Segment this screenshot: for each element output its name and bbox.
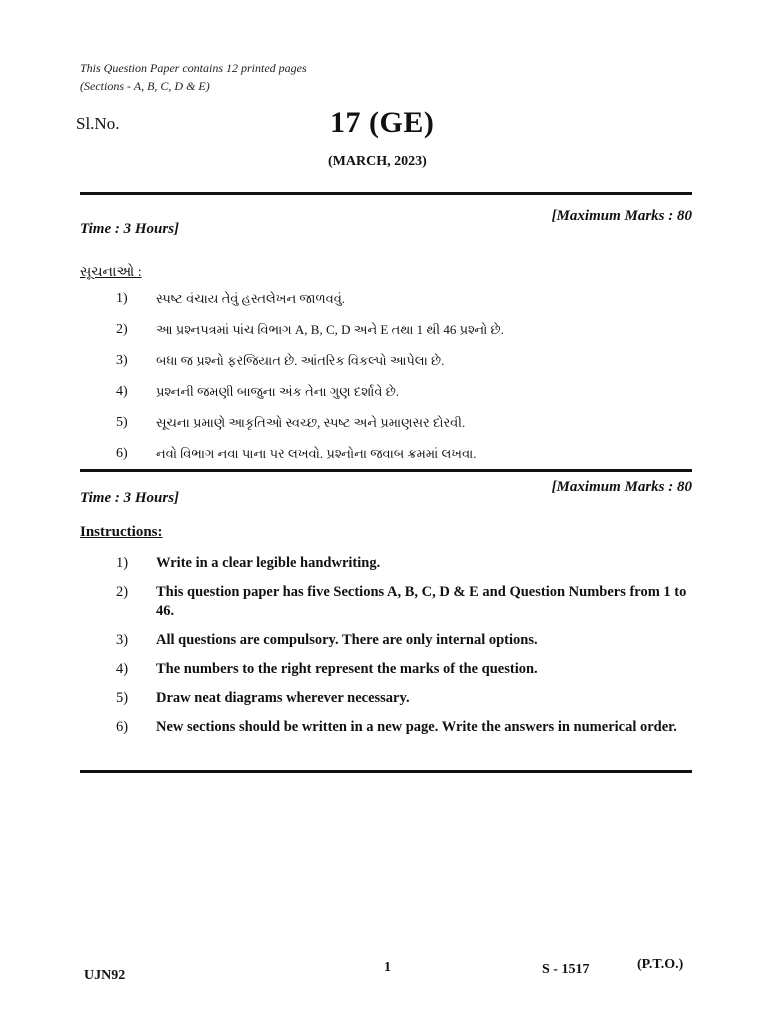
divider xyxy=(80,469,692,472)
divider xyxy=(80,192,692,195)
list-item: 1) સ્પષ્ટ વંચાય તેવું હસ્તલેખન જાળવવું. xyxy=(116,291,346,306)
page-number: 1 xyxy=(384,960,391,975)
list-item: 5) સૂચના પ્રમાણે આકૃતિઓ સ્વચ્છ, સ્પષ્ટ અને પ્રમાણસર દોરવી. xyxy=(116,415,466,430)
list-item: 5) Draw neat diagrams wherever necessary. xyxy=(116,690,410,706)
list-item: 4) પ્રશ્નની જમણી બાજુના અંક તેના ગુણ દર્શાવે છે. xyxy=(116,384,400,399)
pages-note: This Question Paper contains 12 printed pages xyxy=(80,61,307,75)
series-code: S - 1517 xyxy=(542,962,590,977)
exam-date: (MARCH, 2023) xyxy=(328,154,427,169)
list-item: 4) The numbers to the right represent the marks of the question. xyxy=(116,661,538,677)
instructions-heading-english: Instructions: xyxy=(80,524,163,540)
time-label-gujarati: Time : 3 Hours] xyxy=(80,221,180,237)
instructions-heading-gujarati: સૂચનાઓ : xyxy=(80,265,142,280)
time-label-english: Time : 3 Hours] xyxy=(80,490,180,506)
serial-number-label: Sl.No. xyxy=(76,114,120,133)
instructions-list-english xyxy=(116,554,696,747)
list-item: 2) આ પ્રશ્નપત્રમાં પાંચ વિભાગ A, B, C, D અને E તથા 1 થી 46 પ્રશ્નો છે. xyxy=(116,322,504,337)
list-item: 1) Write in a clear legible handwriting. xyxy=(116,555,381,571)
list-item: 3) All questions are compulsory. There are only internal options. xyxy=(116,632,538,648)
max-marks-english: [Maximum Marks : 80 xyxy=(551,479,692,495)
paper-id-code: UJN92 xyxy=(84,968,126,983)
pto-label: (P.T.O.) xyxy=(637,957,684,972)
max-marks-gujarati: [Maximum Marks : 80 xyxy=(551,208,692,224)
list-item: 6) નવો વિભાગ નવા પાના પર લખવો. પ્રશ્નોના જવાબ ક્રમમાં લખવા. xyxy=(116,446,477,461)
list-item: 2) This question paper has five Sections A, B, C, D & E and Question Numbers from 1 to 46. xyxy=(116,584,687,619)
instructions-list-gujarati xyxy=(116,291,676,477)
sections-note: (Sections - A, B, C, D & E) xyxy=(80,79,210,93)
list-item: 6) New sections should be written in a new page. Write the answers in numerical order. xyxy=(116,719,677,735)
paper-code: 17 (GE) xyxy=(330,106,435,139)
list-item: 3) બધા જ પ્રશ્નો ફરજિયાત છે. આંતરિક વિકલ્પો આપેલા છે. xyxy=(116,353,445,368)
divider xyxy=(80,770,692,773)
